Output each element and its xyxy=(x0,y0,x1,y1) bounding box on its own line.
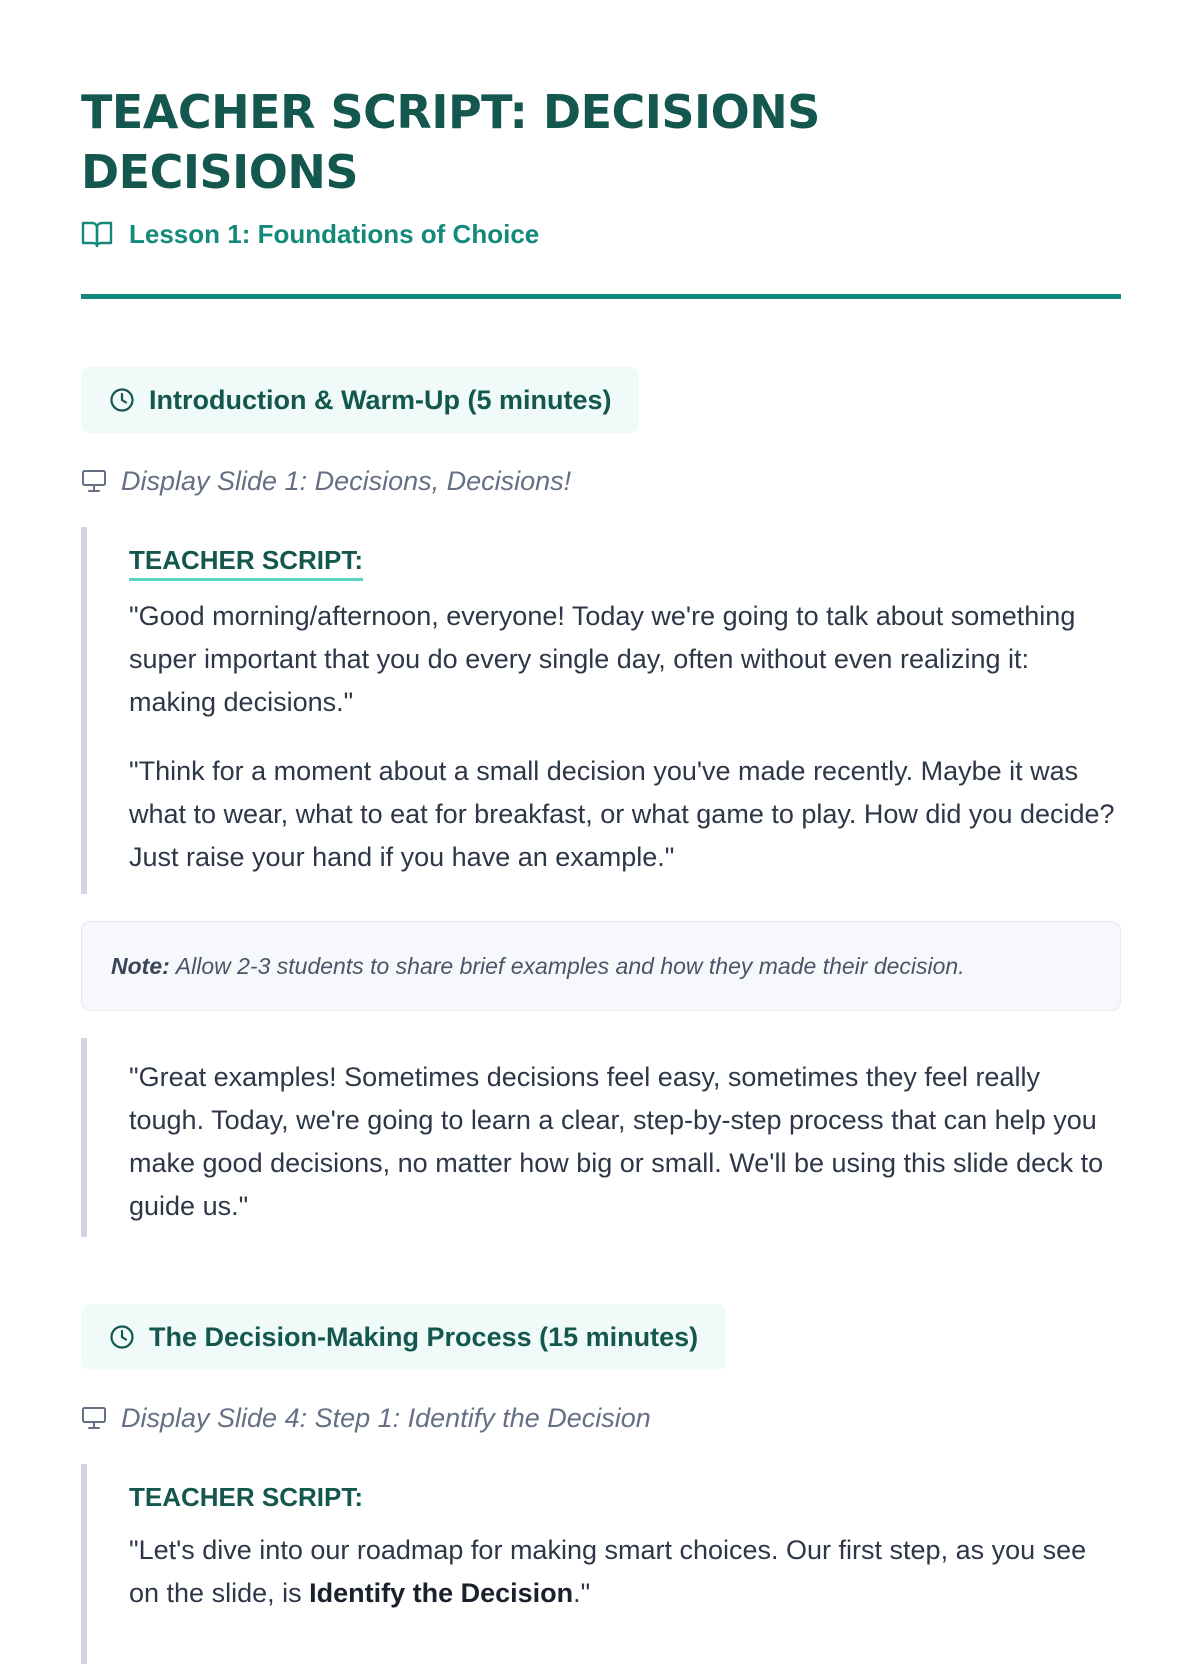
script-intro-text: "Let's dive into our roadmap for making smart choices. Our first step, as you see on the slide, is xyxy=(129,1535,1087,1608)
teacher-script-label: TEACHER SCRIPT: xyxy=(129,543,363,581)
section-heading-text: Introduction & Warm-Up (5 minutes) xyxy=(149,384,612,415)
teacher-script-label: TEACHER SCRIPT: xyxy=(129,1482,364,1512)
slide-reference xyxy=(81,1400,651,1436)
teacher-script-block xyxy=(81,1464,1121,1664)
title-divider xyxy=(81,294,1121,299)
note-text: Allow 2-3 students to share brief examples and how they made their decision. xyxy=(175,952,965,979)
teacher-script-block xyxy=(81,527,1121,894)
monitor-icon xyxy=(81,1405,107,1431)
teacher-script-block xyxy=(81,1038,1121,1237)
clock-icon xyxy=(109,387,135,413)
teacher-note xyxy=(81,921,1121,1011)
section-header-introduction xyxy=(81,367,639,433)
slide-reference-text: Display Slide 4: Step 1: Identify the Decision xyxy=(121,1402,651,1433)
section-header-decision-process xyxy=(81,1304,726,1370)
script-end-text: ." xyxy=(573,1578,591,1608)
script-paragraph: "Great examples! Sometimes decisions feel easy, sometimes they feel really tough. Today, we're going to learn a clear, step-by-step process that can help you make good decisions, no matter how big or small. We'll be using this slide deck to guide us." xyxy=(129,1062,1104,1221)
slide-reference xyxy=(81,463,571,499)
open-book-icon xyxy=(81,219,113,249)
lesson-subtitle xyxy=(81,216,539,252)
script-paragraph xyxy=(129,1529,1121,1615)
clock-icon xyxy=(109,1324,135,1350)
script-paragraph: "Good morning/afternoon, everyone! Today we're going to talk about something super important that you do every single day, often without even realizing it: making decisions." xyxy=(129,601,1076,717)
section-heading-text: The Decision-Making Process (15 minutes) xyxy=(149,1321,699,1352)
note-label: Note: xyxy=(111,952,170,979)
page-title: TEACHER SCRIPT: DECISIONS DECISIONS xyxy=(81,85,820,199)
script-bold-term: Identify the Decision xyxy=(309,1578,574,1608)
script-paragraph: "Think for a moment about a small decision you've made recently. Maybe it was what to wear, what to eat for breakfast, or what game to play. How did you decide? Just raise your hand if you have an example." xyxy=(129,756,1115,872)
slide-reference-text: Display Slide 1: Decisions, Decisions! xyxy=(121,465,572,496)
monitor-icon xyxy=(81,468,107,494)
lesson-subtitle-text: Lesson 1: Foundations of Choice xyxy=(129,218,540,249)
